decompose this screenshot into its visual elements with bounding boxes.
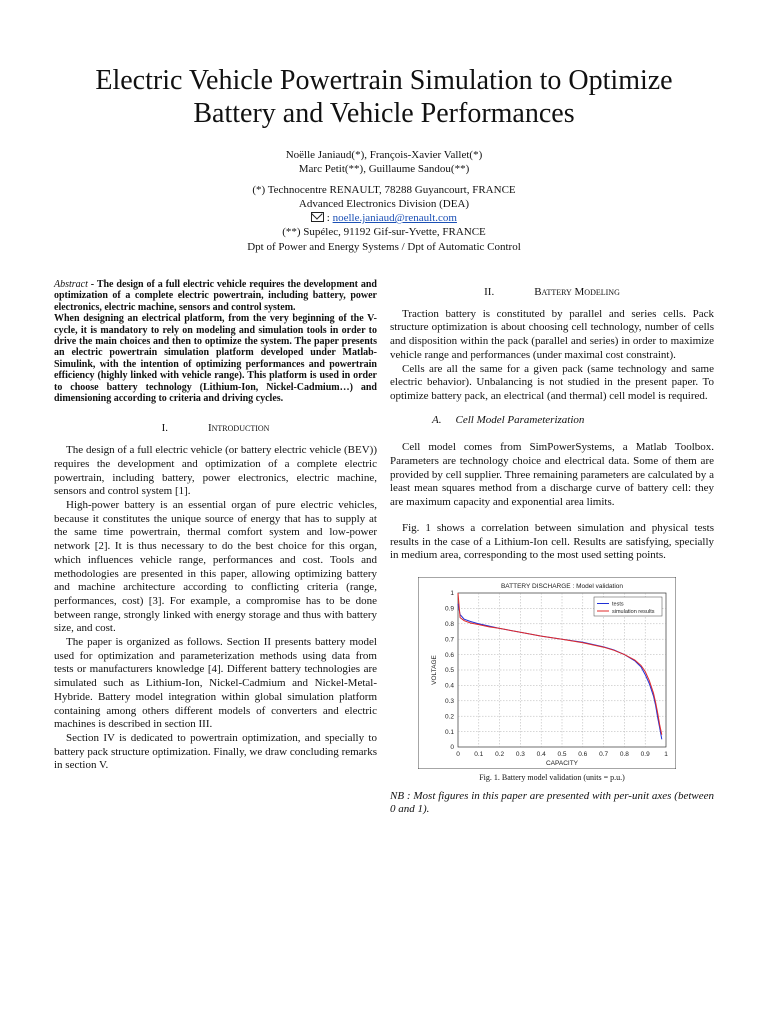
left-column [54,279,377,773]
intro-paragraph: Section IV is dedicated to powertrain optimization, and specially to battery pack structure optimization. Finally, we draw concluding remarks in section V. [54,731,377,772]
intro-paragraph: The paper is organized as follows. Section II presents battery model used for optimization and parameterization methods using data from tests or manufacturers knowledge [4]. Different battery technologies are simulated such as Lithium-Ion, Nickel-Cadmium and Nickel-Metal-Hybride. Battery model integration within global simulation platform containing among others different models of converters and electric machines is described in section III. [54,636,377,731]
x-tick-label: 0.5 [557,750,567,758]
email-prefix: : [324,212,333,225]
cell-model-paragraph: Fig. 1 shows a correlation between simulation and physical tests results in the case of a Lithium-Ion cell. Results are satisfying, specially in medium area, corresponding to the most used setting points. [390,521,714,562]
legend-entry: simulation results [612,608,655,615]
right-column [390,286,714,816]
abstract-label: Abstract [54,279,88,290]
y-tick-label: 0.9 [444,605,454,613]
section-title: Battery Modeling [534,286,620,298]
x-tick-label: 0.4 [536,750,546,758]
abstract [54,279,377,404]
envelope-icon [311,212,324,222]
figure-caption: Fig. 1. Battery model validation (units = p.u.) [479,772,625,782]
affiliation-line-2: Advanced Electronics Division (DEA) [298,197,470,210]
section-heading-introduction [54,422,377,436]
intro-paragraph: The design of a full electric vehicle (or battery electric vehicle (BEV)) requires the development and optimization of a complete electric powertrain, including battery, power electronics, electric machine, sensors and control system [1]. [54,444,377,498]
subsection-title: Cell Model Parameterization [455,413,585,426]
y-tick-label: 0.8 [444,620,454,628]
x-tick-label: 0.7 [599,750,609,758]
authors-line-2: Marc Petit(**), Guillaume Sandou(**) [298,163,470,176]
y-tick-label: 0.5 [444,667,454,675]
affiliation-line-1: (*) Technocentre RENAULT, 78288 Guyancourt, FRANCE [252,183,516,196]
x-tick-label: 0.1 [474,750,484,758]
email-line [100,211,668,225]
battery-paragraph: Traction battery is constituted by parallel and series cells. Pack structure optimization is about choosing cell technology, number of cells and disposition within the pack (parallel and series) in order to maximize vehicle range and performances (under maximal cost constraint). [390,307,714,361]
authors-line-1: Noëlle Janiaud(*), François-Xavier Vallet(*) [285,149,483,161]
x-axis-label: CAPACITY [545,759,579,767]
x-tick-label: 0.2 [495,750,505,758]
x-tick-label: 0.9 [640,750,650,758]
y-tick-label: 0.6 [444,651,454,659]
y-tick-label: 0 [450,744,454,752]
intro-paragraph: High-power battery is an essential organ of pure electric vehicles, because it constitutes the unique source of energy that has to supply at the same time powertrain, thermal comfort system and low-power network [2]. It is thus necessary to do the best choice for this organ, which influences vehicle range, performances and cost. Tools and methodologies are presented in this paper, allowing optimizing battery and machine architecture according to conflicting criteria (range, performances, cost) [3]. For example, a compromise has to be done between range, strongly linked with energy storage and thus with battery size, and cost. [54,498,377,635]
section-number: I. [161,422,168,435]
section-number: II. [484,286,495,298]
battery-paragraph: Cells are all the same for a given pack (same technology and same electric behavior). Unbalancing is not studied in the present paper. To optimize battery pack, an electrical (and thermal) cell model is required. [390,362,714,402]
x-tick-label: 0.8 [619,750,629,758]
x-tick-label: 0.3 [515,750,525,758]
subsection-heading [432,414,714,428]
subsection-number: A. [432,413,442,426]
paper-title [40,64,728,130]
y-tick-label: 0.7 [444,636,454,644]
x-tick-label: 0 [456,750,460,758]
affiliation-line-5: Dpt of Power and Energy Systems / Dpt of Automatic Control [247,240,521,253]
chart-title: BATTERY DISCHARGE : Model validation [500,582,624,590]
battery-discharge-chart [418,577,676,769]
title-line-2: Battery and Vehicle Performances [193,98,575,129]
abstract-paragraph-1: Abstract - The design of a full electric vehicle requires the development and optimization of a complete electric powertrain, including battery, power electronics, electric machine, sensors and control system. [54,279,377,313]
legend-entry: tests [612,601,624,608]
affiliation-line-4: (**) Supélec, 91192 Gif-sur-Yvette, FRANCE [282,226,486,239]
figure-1 [418,577,676,769]
author-block [100,148,668,254]
section-heading-battery-modeling [390,286,714,300]
y-tick-label: 0.2 [444,713,454,721]
y-tick-label: 0.3 [444,697,454,705]
y-tick-label: 1 [450,590,454,598]
x-tick-label: 0.6 [578,750,588,758]
y-axis-label: VOLTAGE [431,655,438,685]
y-tick-label: 0.4 [444,682,454,690]
abstract-paragraph-2: When designing an electrical platform, from the very beginning of the V-cycle, it is mandatory to rely on modeling and simulation tools in order to drive the main choices and then to optimize the system. The paper presents an electric powertrain simulation platform developed under Matlab-Simulink, with the intention of optimizing performances and powertrain efficiency (highly linked with vehicle range). This platform is used in order to choose battery technology (Lithium-Ion, Nickel-Cadmium…) and dimensioning according to criteria and driving cycles. [54,313,377,405]
cell-model-paragraph: Cell model comes from SimPowerSystems, a Matlab Toolbox. Parameters are technology choice and electrical data. Some of them are provided by cell supplier. Three remaining parameters are calculated by a least mean squares method from a discharge curve of battery cell: they are maximum capacity and exponential area limits. [390,441,714,509]
email-link[interactable]: noelle.janiaud@renault.com [332,212,457,225]
nb-note: NB : Most figures in this paper are presented with per-unit axes (between 0 and 1). [390,789,714,815]
title-line-1: Electric Vehicle Powertrain Simulation to Optimize [95,65,673,96]
y-tick-label: 0.1 [444,728,454,736]
x-tick-label: 1 [664,750,668,758]
section-title: Introduction [207,422,270,435]
